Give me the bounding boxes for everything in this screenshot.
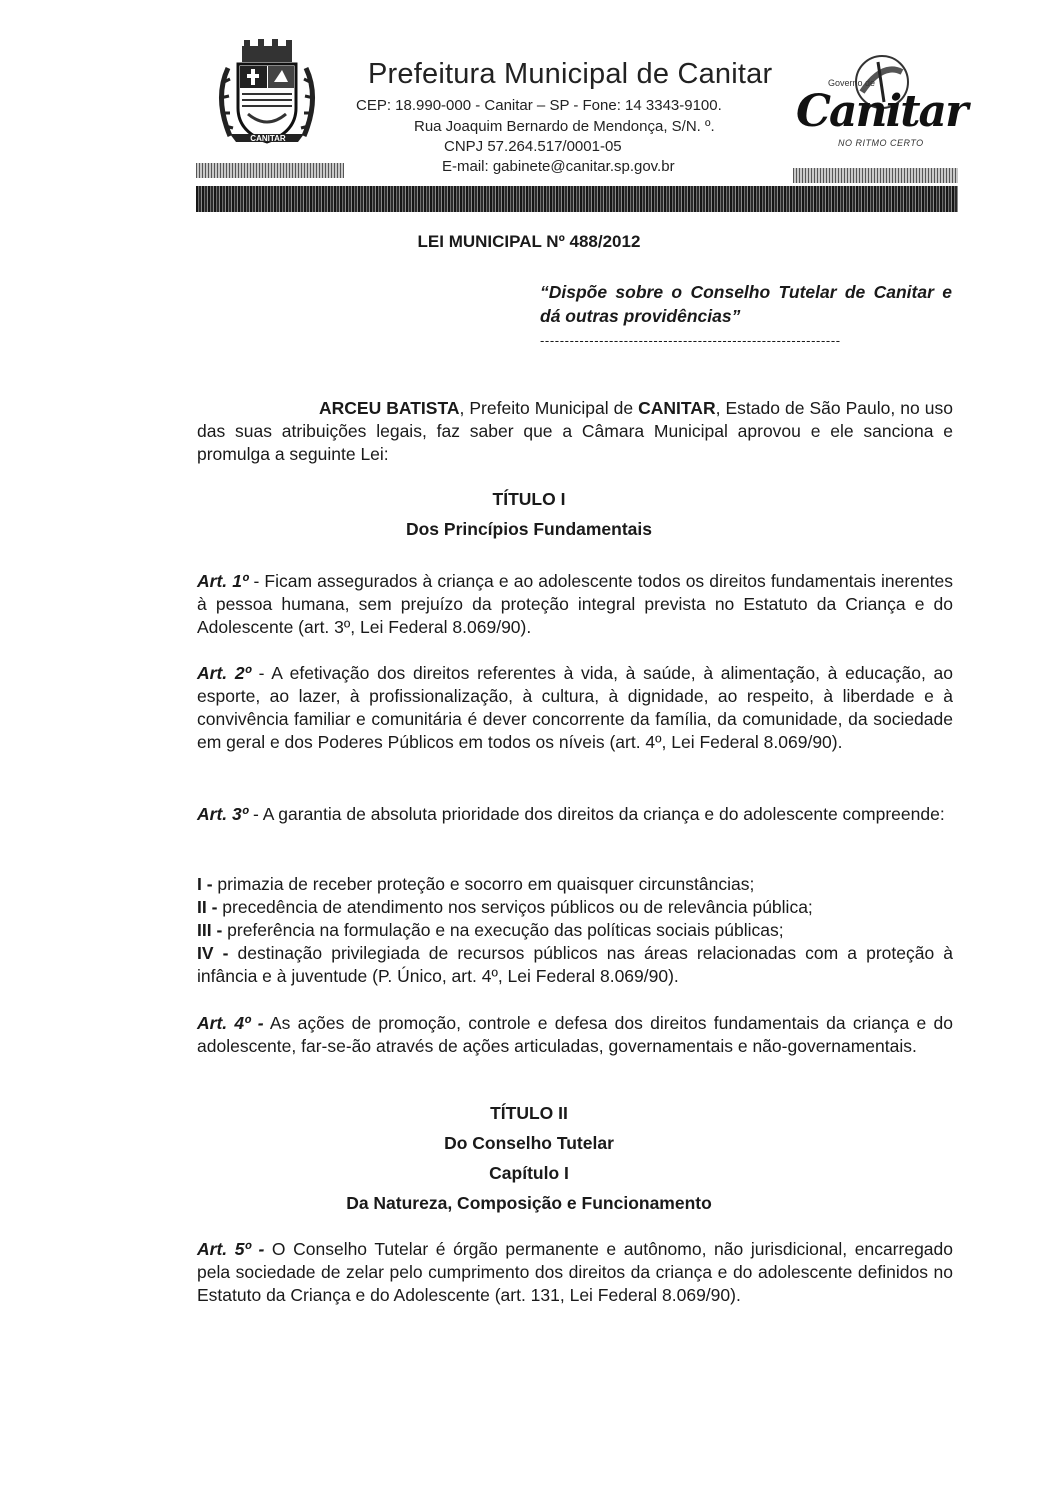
mayor-name: ARCEU BATISTA: [319, 398, 460, 418]
brand-slogan-text: NO RITMO CERTO: [838, 138, 924, 148]
header-email: E-mail: gabinete@canitar.sp.gov.br: [442, 158, 675, 175]
header-address-cep: CEP: 18.990-000 - Canitar – SP - Fone: 14 3343-9100.: [356, 97, 722, 114]
municipality-name: Prefeitura Municipal de Canitar: [368, 58, 773, 90]
article-4-label: Art. 4º -: [197, 1013, 264, 1033]
article-1: [197, 570, 953, 639]
ementa-dashed-rule: -------------------------------------------------------------: [540, 333, 841, 348]
law-title: LEI MUNICIPAL Nº 488/2012: [417, 232, 641, 251]
law-ementa: “Dispõe sobre o Conselho Tutelar de Canitar e dá outras providências”: [540, 282, 952, 326]
item-number: I -: [197, 874, 213, 894]
article-2-label: Art. 2º: [197, 663, 251, 683]
preamble-paragraph: [197, 397, 953, 466]
header-address-street: Rua Joaquim Bernardo de Mendonça, S/N. º.: [414, 118, 715, 135]
item-number: IV -: [197, 943, 229, 963]
item-number: II -: [197, 897, 218, 917]
municipal-crest-logo: [208, 38, 326, 154]
header-divider-bar: [196, 186, 958, 212]
crest-banner-text: CANITAR: [250, 134, 286, 143]
article-5: [197, 1238, 953, 1307]
header-cnpj: CNPJ 57.264.517/0001-05: [444, 138, 622, 155]
header-divider-right: [793, 168, 958, 183]
header-divider-left: [196, 163, 344, 178]
brand-name-text: Canitar: [796, 86, 967, 137]
article-4: [197, 1012, 953, 1058]
preamble-text-1: , Prefeito Municipal de: [459, 398, 639, 418]
article-2: [197, 662, 953, 754]
article-2-text: - A efetivação dos direitos referentes à vida, à saúde, à alimentação, à educação, ao esporte, ao lazer, à profissionalização, à cultura, à dignidade, ao respeito, à liberdade e à convivência familiar e comunitária é dever concorrente da família, da comunidade, da sociedade em geral e dos Poderes Públicos em todos os níveis (art. 4º, Lei Federal 8.069/90).: [197, 663, 954, 752]
item-text: preferência na formulação e na execução das políticas sociais públicas;: [222, 920, 784, 940]
titulo-2-subheading: Do Conselho Tutelar: [444, 1133, 614, 1153]
preamble-text-2: , Estado de São Paulo, no uso das suas atribuições legais, faz saber que a Câmara Municipal aprovou e ele sanciona e promulga a seguinte Lei:: [197, 398, 953, 464]
governo-canitar-logo: [790, 48, 967, 160]
chapter-1-name: Da Natureza, Composição e Funcionamento: [346, 1193, 712, 1213]
titulo-1-heading: TÍTULO I: [492, 489, 566, 509]
article-3-item-1: [197, 873, 953, 896]
article-3: [197, 803, 953, 826]
article-3-item-2: [197, 896, 953, 919]
article-3-label: Art. 3º: [197, 804, 249, 824]
article-3-item-3: [197, 919, 953, 942]
article-1-text: - Ficam assegurados à criança e ao adolescente todos os direitos fundamentais inerentes à pessoa humana, sem prejuízo da proteção integral prevista no Estatuto da Criança e do Adolescente (art. 3º, Lei Federal 8.069/90).: [197, 571, 953, 637]
city-name: CANITAR: [638, 398, 716, 418]
item-text: destinação privilegiada de recursos públicos nas áreas relacionadas com a proteção à infância e à juventude (P. Único, art. 4º, Lei Federal 8.069/90).: [197, 943, 953, 986]
brand-small-text: Governo de: [828, 78, 876, 88]
article-5-text: O Conselho Tutelar é órgão permanente e autônomo, não jurisdicional, encarregado pela sociedade de zelar pelo cumprimento dos direitos da criança e do adolescente definidos no Estatuto da Criança e do Adolescente (art. 131, Lei Federal 8.069/90).: [197, 1239, 953, 1305]
chapter-1-heading: Capítulo I: [489, 1163, 569, 1183]
titulo-2-heading: TÍTULO II: [490, 1103, 568, 1123]
titulo-1-subheading: Dos Princípios Fundamentais: [405, 519, 653, 539]
article-3-text: - A garantia de absoluta prioridade dos direitos da criança e do adolescente compreende:: [248, 804, 945, 824]
article-4-text: As ações de promoção, controle e defesa dos direitos fundamentais da criança e do adolescente, far-se-ão através de ações articuladas, governamentais e não-governamentais.: [197, 1013, 953, 1056]
item-text: precedência de atendimento nos serviços públicos ou de relevância pública;: [217, 897, 813, 917]
item-text: primazia de receber proteção e socorro em quaisquer circunstâncias;: [212, 874, 755, 894]
article-1-label: Art. 1º: [197, 571, 249, 591]
article-3-item-4: [197, 942, 953, 988]
item-number: III -: [197, 920, 223, 940]
article-5-label: Art. 5º -: [197, 1239, 265, 1259]
